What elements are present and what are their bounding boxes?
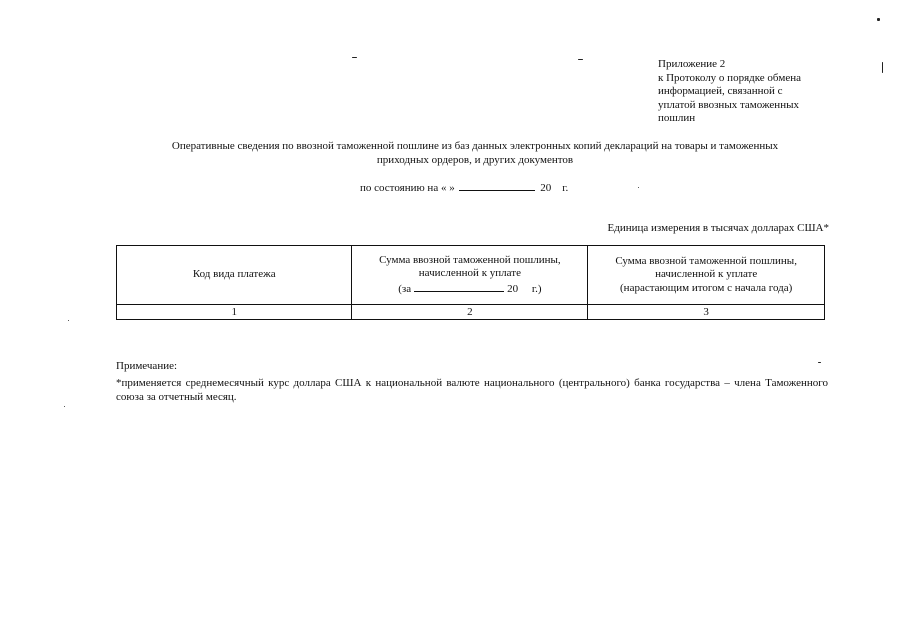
report-table [116,245,825,320]
header-text: (нарастающим итогом с начала года) [620,281,793,294]
period-prefix: (за [398,282,412,295]
scan-speck [352,57,357,58]
period-blank [414,281,504,292]
document-title [140,140,810,167]
table-header-row [117,246,825,305]
period-line [356,281,583,297]
header-text: Сумма ввозной таможенной пошлины, [615,254,797,267]
date-blank [459,180,535,191]
scan-speck [578,59,583,60]
header-accrued-duty [352,246,588,305]
scan-speck [882,62,883,73]
header-accrued-duty-ytd [588,246,825,305]
title-line-2: приходных ордеров, и других документов [376,153,574,166]
period-suffix: г.) [531,282,542,295]
appendix-line: уплатой ввозных таможенных [658,98,799,111]
as-of-year: 20 [540,182,552,194]
title-line-1: Оперативные сведения по ввозной таможенной пошлине из баз данных электронных копий деклараций на товары и таможенных [171,140,779,152]
header-payment-code [117,246,352,305]
appendix-line: к Протоколу о порядке обмена [658,71,802,84]
scan-speck [64,406,65,407]
units-label: Единица измерения в тысячах долларах США* [607,222,829,234]
appendix-line: Приложение 2 [658,58,726,70]
note-label: Примечание: [116,360,178,372]
appendix-header [658,58,833,126]
header-text: Сумма ввозной таможенной пошлины, [379,253,561,266]
appendix-line: пошлин [658,112,696,124]
scan-speck [68,320,69,321]
header-text: Код вида платежа [192,268,276,281]
table-number-row [117,305,825,320]
as-of-prefix: по состоянию на « » [360,182,455,194]
scan-speck [818,362,821,363]
note-text: *применяется среднемесячный курс доллара США к национальной валюте национального (центрального) банка государства – члена Таможенного союза за отчетный месяц. [116,377,828,403]
appendix-line: информацией, связанной с [658,85,783,97]
scan-speck [877,18,880,21]
column-number: 2 [352,305,588,320]
column-number: 3 [588,305,825,320]
as-of-suffix: г. [562,182,569,194]
column-number: 1 [117,305,352,320]
scan-speck [638,187,639,188]
header-text: начисленной к уплате [418,267,521,280]
period-year: 20 [507,282,519,295]
header-text: начисленной к уплате [655,268,758,281]
as-of-date-line [360,180,568,194]
